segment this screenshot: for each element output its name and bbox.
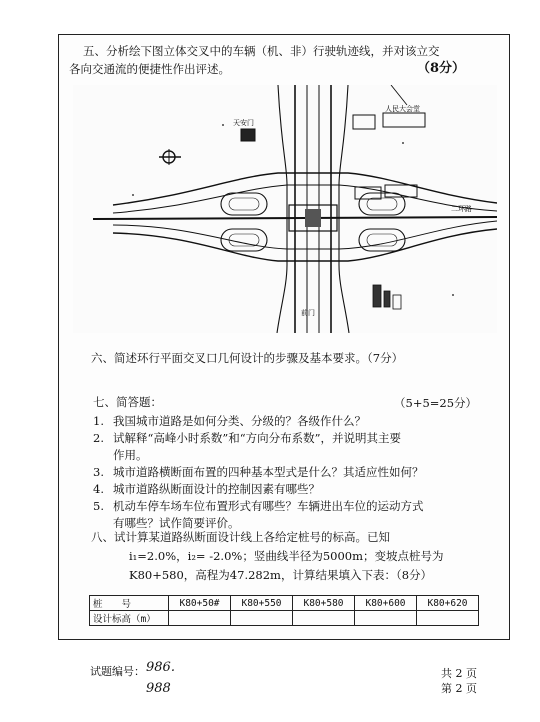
interchange-map — [73, 85, 497, 333]
question-7-item: 5. 机动车停车场车位布置形式有哪些？车辆进出车位的运动方式 — [93, 499, 424, 513]
question-5-line-1: 五、分析绘下图立体交叉中的车辆（机、非）行驶轨迹线，并对该立交 — [83, 44, 440, 58]
table-header-elevation: 设计标高（m） — [90, 611, 169, 626]
map-label-tiananmen: 天安门 — [233, 119, 254, 127]
table-row — [90, 596, 479, 611]
question-5-score: （8分） — [417, 61, 466, 76]
stake-elevation-table — [89, 595, 479, 626]
question-7-item: 3. 城市道路横断面布置的四种基本型式是什么？其适应性如何？ — [93, 465, 424, 479]
table-cell: K80+550 — [231, 596, 293, 611]
question-8-line-1: 八、试计算某道路纵断面设计线上各给定桩号的标高。已知 — [91, 530, 390, 544]
table-cell: K80+600 — [355, 596, 417, 611]
table-cell — [417, 611, 479, 626]
question-7-item: 2. 试解释“高峰小时系数”和“方向分布系数”，并说明其主要 — [93, 431, 402, 445]
question-5-line-2: 各向交通流的便捷性作出评述。 — [69, 62, 230, 76]
table-cell: K80+620 — [417, 596, 479, 611]
table-cell — [355, 611, 417, 626]
map-label-qianmen: 前门 — [301, 309, 315, 317]
question-8 — [91, 528, 496, 585]
question-6: 六、简述环行平面交叉口几何设计的步骤及基本要求。（7分） — [91, 351, 404, 365]
question-8-line-3: K80+580，高程为47.282m，计算结果填入下表：（8分） — [129, 568, 433, 582]
table-header-stake: 桩 号 — [90, 596, 169, 611]
question-8-line-2: i₁=2.0%，i₂= -2.0%；竖曲线半径为5000m；变坡点桩号为 — [129, 549, 444, 563]
question-7-score: （5+5=25分） — [394, 396, 478, 410]
question-7-item: 有哪些？试作简要评价。 — [113, 516, 240, 530]
question-7-item: 4. 城市道路纵断面设计的控制因素有哪些？ — [93, 482, 320, 496]
table-cell — [231, 611, 293, 626]
table-cell — [293, 611, 355, 626]
exam-code-1: 986. — [146, 660, 175, 675]
question-7-item: 1. 我国城市道路是如何分类、分级的？各级作什么？ — [93, 414, 366, 428]
current-page: 第 2 页 — [441, 682, 477, 695]
map-label-erhuan: 二环路 — [451, 205, 472, 213]
table-cell: K80+580 — [293, 596, 355, 611]
map-label-renmin: 人民大会堂 — [385, 105, 420, 113]
table-row — [90, 611, 479, 626]
total-pages: 共 2 页 — [441, 667, 477, 680]
table-cell — [169, 611, 231, 626]
exam-sheet — [58, 34, 510, 640]
exam-code-2: 988 — [146, 681, 171, 696]
table-cell: K80+50# — [169, 596, 231, 611]
question-7-items — [93, 413, 493, 532]
exam-code-label: 试题编号： — [90, 665, 145, 678]
question-7-item: 作用。 — [113, 448, 148, 462]
question-7-title: 七、简答题： — [93, 395, 162, 409]
